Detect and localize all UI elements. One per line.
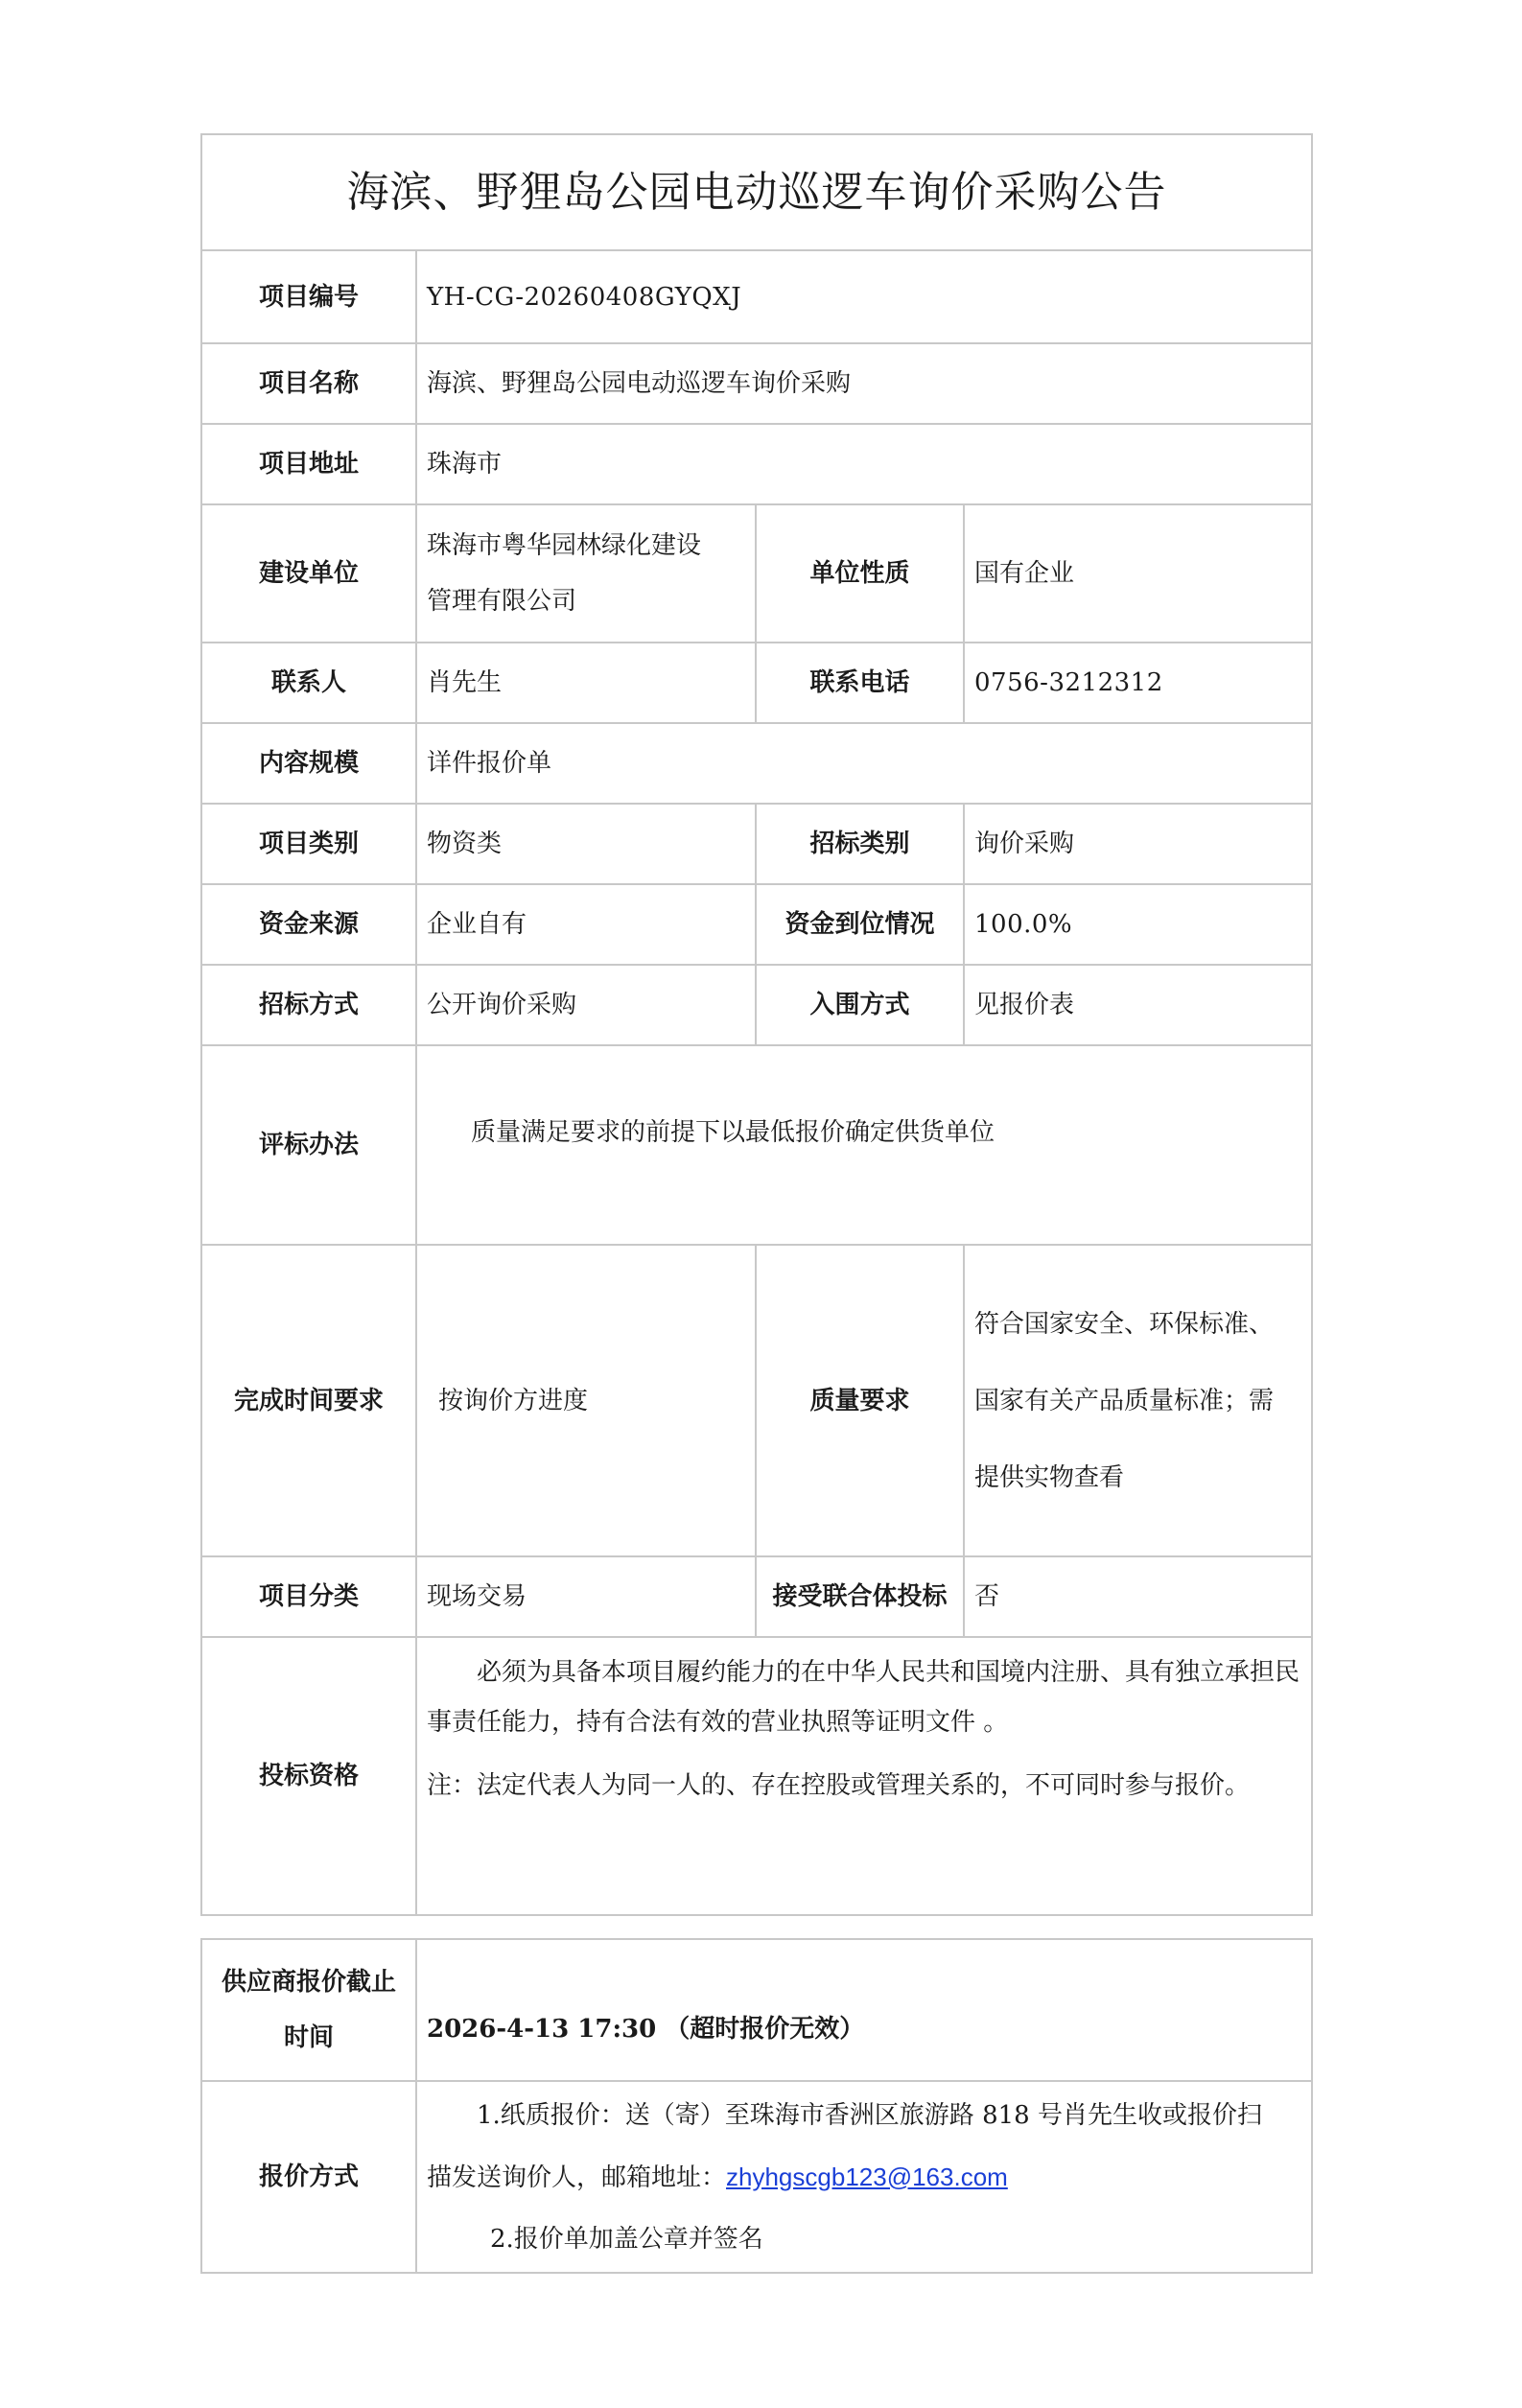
value-scope: 详件报价单 [416,723,1312,804]
value-fund-status: 100.0% [964,884,1312,965]
label-fund-source: 资金来源 [201,884,416,965]
value-category: 物资类 [416,804,756,884]
label-classification: 项目分类 [201,1556,416,1637]
label-quote-deadline-line2: 时间 [283,2023,334,2052]
value-eligibility [416,1637,1312,1915]
value-project-address: 珠海市 [416,424,1312,504]
value-consortium: 否 [964,1556,1312,1637]
quote-method-line2 [427,2146,1301,2209]
value-project-name: 海滨、野狸岛公园电动巡逻车询价采购 [416,343,1312,424]
label-quality: 质量要求 [756,1245,964,1556]
value-shortlist: 见报价表 [964,965,1312,1045]
value-phone: 0756-3212312 [964,643,1312,723]
label-scope: 内容规模 [201,723,416,804]
label-contact: 联系人 [201,643,416,723]
label-eligibility: 投标资格 [201,1637,416,1915]
email-link[interactable]: zhyhgscgb123@163.com [726,2162,1008,2191]
label-evaluation: 评标办法 [201,1045,416,1245]
value-fund-source: 企业自有 [416,884,756,965]
value-quality-line2: 国家有关产品质量标准；需 [974,1386,1275,1415]
page-title: 海滨、野狸岛公园电动巡逻车询价采购公告 [201,134,1312,250]
label-fund-status: 资金到位情况 [756,884,964,965]
value-builder-line2: 管理有限公司 [427,587,577,616]
label-quote-deadline [201,1939,416,2081]
value-builder [416,504,756,643]
label-builder: 建设单位 [201,504,416,643]
quote-method-line1: 1.纸质报价：送（寄）至珠海市香洲区旅游路 818 号肖先生收或报价扫 [477,2100,1262,2130]
label-bid-type: 招标类别 [756,804,964,884]
value-bid-type: 询价采购 [964,804,1312,884]
value-contact: 肖先生 [416,643,756,723]
quote-table [200,1938,1313,2274]
label-phone: 联系电话 [756,643,964,723]
value-quality [964,1245,1312,1556]
value-deadline-requirement: 按询价方进度 [416,1245,756,1556]
label-quote-deadline-line1: 供应商报价截止 [221,1968,396,1997]
label-bid-method: 招标方式 [201,965,416,1045]
value-evaluation-text: 质量满足要求的前提下以最低报价确定供货单位 [471,1118,995,1147]
value-quote-deadline-text: 2026-4-13 17:30 （超时报价无效） [427,2015,865,2044]
value-quote-method [416,2081,1312,2273]
quote-method-line2-prefix: 描发送询价人，邮箱地址： [427,2163,727,2192]
label-shortlist: 入围方式 [756,965,964,1045]
value-bid-method: 公开询价采购 [416,965,756,1045]
value-evaluation [416,1045,1312,1245]
label-project-no: 项目编号 [201,250,416,343]
eligibility-paragraph: 必须为具备本项目履约能力的在中华人民共和国境内注册、具有独立承担民事责任能力，持有合法有效的营业执照等证明文件 。 [427,1658,1300,1737]
value-builder-line1: 珠海市粤华园林绿化建设 [427,531,702,560]
label-unit-nature: 单位性质 [756,504,964,643]
label-quote-method: 报价方式 [201,2081,416,2273]
value-classification: 现场交易 [416,1556,756,1637]
label-category: 项目类别 [201,804,416,884]
label-consortium: 接受联合体投标 [756,1556,964,1637]
label-project-address: 项目地址 [201,424,416,504]
label-deadline-requirement: 完成时间要求 [201,1245,416,1556]
announcement-table [200,133,1313,1916]
value-quality-line1: 符合国家安全、环保标准、 [974,1309,1275,1339]
label-project-name: 项目名称 [201,343,416,424]
quote-method-line3: 2.报价单加盖公章并签名 [490,2224,763,2254]
eligibility-note: 注：法定代表人为同一人的、存在控股或管理关系的，不可同时参与报价。 [427,1771,1251,1800]
value-project-no: YH-CG-20260408GYQXJ [416,250,1312,343]
value-quote-deadline [416,1939,1312,2081]
value-unit-nature: 国有企业 [964,504,1312,643]
value-quality-line3: 提供实物查看 [974,1462,1125,1492]
